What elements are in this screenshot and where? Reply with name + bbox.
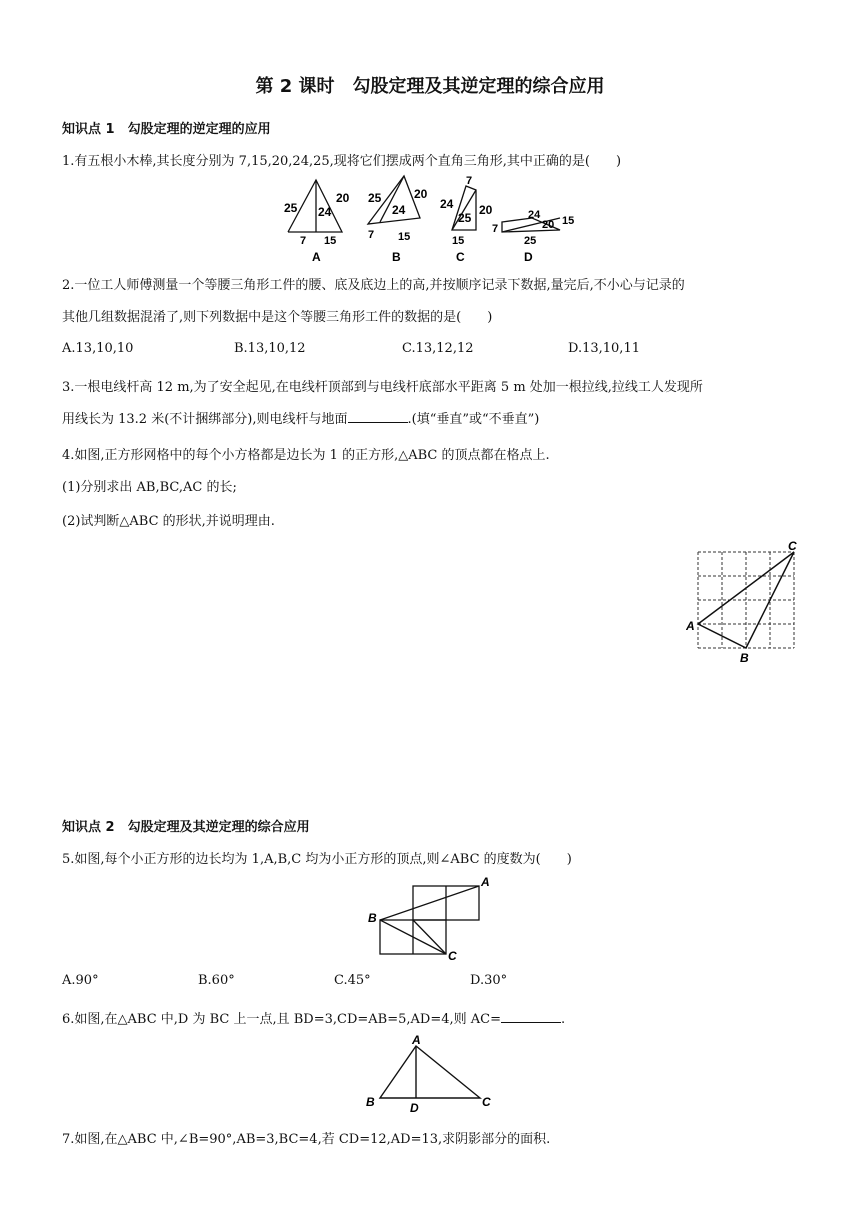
q2-option-c: C.13,12,12	[402, 341, 474, 356]
q1-a-right: 20	[336, 191, 350, 205]
q1-b-label: B	[392, 250, 401, 264]
q1-a-label: A	[312, 250, 321, 264]
q1-c-mid: 25	[458, 211, 472, 225]
q4-label-b: B	[740, 651, 749, 664]
q6-label-d: D	[410, 1101, 419, 1115]
question-5: 5.如图,每个小正方形的边长均为 1,A,B,C 均为小正方形的顶点,则∠ABC 的度数为( )	[62, 852, 572, 867]
q1-b-mid: 24	[392, 203, 406, 217]
q1-b-b1: 7	[368, 229, 375, 241]
q6-text-end: .	[561, 1012, 566, 1027]
page-title: 第 2 课时 勾股定理及其逆定理的综合应用	[255, 76, 605, 97]
q5-option-c: C.45°	[334, 973, 371, 988]
q6-answer-blank	[501, 1010, 561, 1023]
q6-triangle-abc	[380, 1046, 480, 1098]
q1-d-bottom: 25	[524, 235, 537, 247]
question-3-line-1: 3.一根电线杆高 12 m,为了安全起见,在电线杆顶部到与电线杆底部水平距离 5 m 处加一根拉线,拉线工人发现所	[62, 380, 703, 395]
question-7: 7.如图,在△ABC 中,∠B=90°,AB=3,BC=4,若 CD=12,AD=13,求阴影部分的面积.	[62, 1132, 551, 1147]
q5-figure	[366, 872, 496, 962]
q1-d-right: 15	[562, 215, 575, 227]
q5-segment-ba	[380, 886, 479, 920]
q4-label-c: C	[788, 540, 797, 553]
q1-b-right: 20	[414, 187, 428, 201]
q1-d-top: 24	[528, 209, 541, 221]
q4-grid-figure	[686, 540, 810, 664]
q1-b-left: 25	[368, 191, 382, 205]
q4-grid-lines	[698, 552, 794, 648]
q2-option-a: A.13,10,10	[62, 341, 134, 356]
q5-label-c: C	[448, 949, 457, 962]
q1-d-label: D	[524, 250, 533, 264]
q1-a-mid: 24	[318, 205, 332, 219]
q3-answer-blank	[348, 410, 408, 423]
q3-text-after-blank: .(填“垂直”或“不垂直”)	[407, 412, 540, 427]
q1-d-mid: 20	[542, 219, 555, 231]
q1-c-top: 7	[466, 175, 473, 187]
q1-c-left: 24	[440, 197, 454, 211]
q5-label-b: B	[368, 911, 377, 925]
q6-label-a: A	[412, 1034, 421, 1047]
section-heading-1: 知识点 1 勾股定理的逆定理的应用	[62, 122, 271, 137]
q1-b-b2: 15	[398, 231, 411, 243]
q2-option-d: D.13,10,11	[568, 341, 640, 356]
q1-c-bottom: 15	[452, 235, 465, 247]
q4-label-a: A	[686, 619, 695, 633]
q5-option-b: B.60°	[198, 973, 235, 988]
section-heading-2: 知识点 2 勾股定理及其逆定理的综合应用	[62, 820, 310, 835]
q5-option-d: D.30°	[470, 973, 508, 988]
q1-c-right: 20	[479, 203, 493, 217]
question-1: 1.有五根小木棒,其长度分别为 7,15,20,24,25,现将它们摆成两个直角三角形,其中正确的是( )	[62, 154, 622, 169]
question-4-sub-2: (2)试判断△ABC 的形状,并说明理由.	[62, 514, 275, 529]
q2-option-b: B.13,10,12	[234, 341, 306, 356]
question-4-sub-1: (1)分别求出 AB,BC,AC 的长;	[62, 480, 237, 495]
q1-d-left: 7	[492, 223, 499, 235]
q1-figures	[280, 172, 580, 264]
q1-a-b2: 15	[324, 235, 337, 247]
q5-label-a: A	[481, 875, 490, 889]
question-6	[62, 1008, 565, 1027]
question-2-line-1: 2.一位工人师傅测量一个等腰三角形工件的腰、底及底边上的高,并按顺序记录下数据,量完后,不小心与记录的	[62, 278, 685, 293]
question-4-line-1: 4.如图,正方形网格中的每个小方格都是边长为 1 的正方形,△ABC 的顶点都在格点上.	[62, 448, 550, 463]
q6-label-c: C	[482, 1095, 491, 1109]
q3-text-before-blank: 用线长为 13.2 米(不计捆绑部分),则电线杆与地面	[62, 412, 348, 427]
question-2-line-2: 其他几组数据混淆了,则下列数据中是这个等腰三角形工件的数据的是( )	[62, 310, 493, 325]
q5-option-a: A.90°	[62, 973, 99, 988]
q1-c-label: C	[456, 250, 465, 264]
q6-figure	[360, 1034, 500, 1116]
q6-label-b: B	[366, 1095, 375, 1109]
q1-a-left: 25	[284, 201, 298, 215]
q1-a-b1: 7	[300, 235, 307, 247]
question-3-line-2	[62, 408, 539, 427]
q6-text: 6.如图,在△ABC 中,D 为 BC 上一点,且 BD=3,CD=AB=5,AD=4,则 AC=	[62, 1012, 501, 1027]
